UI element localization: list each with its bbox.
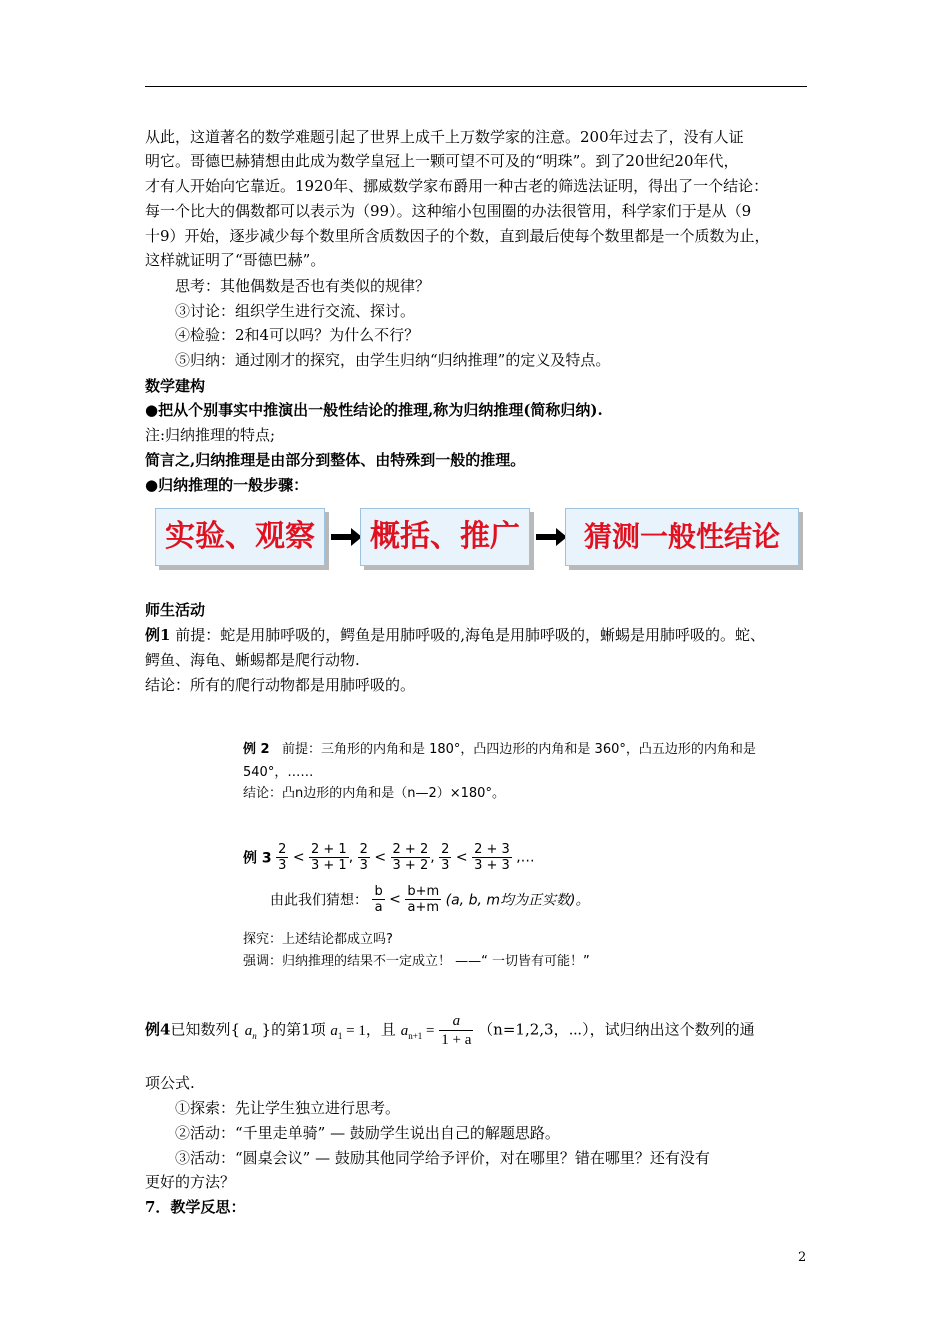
fraction: $\frac{2}{3}$	[359, 842, 368, 873]
definition-line: ●把从个别事实中推演出一般性结论的推理,称为归纳推理(简称归纳).	[145, 401, 603, 419]
paragraph-line: 十9）开始，逐步减少每个数里所含质数因子的个数，直到最后使每个数里都是一个质数为止，	[145, 227, 770, 245]
example3-label: 例 3	[243, 850, 272, 867]
paragraph-line: 每一个比大的偶数都可以表示为（99）。这种缩小包围圈的办法很管用，科学家们于是从（9	[145, 202, 752, 220]
example1-conclusion: 结论：所有的爬行动物都是用肺呼吸的。	[145, 676, 416, 694]
step-activity2: ③活动：“圆桌会议” — 鼓励其他同学给予评价，对在哪里？错在哪里？还有没有	[175, 1149, 710, 1167]
summary-line: 简言之,归纳推理是由部分到整体、由特殊到一般的推理。	[145, 451, 526, 469]
example2-line1	[243, 738, 756, 757]
note-line: 注:归纳推理的特点;	[145, 426, 276, 444]
fraction: $\frac{2}{3}$	[278, 842, 287, 873]
ellipsis: ,…	[516, 849, 535, 866]
example3-explore: 探究：上述结论都成立吗?	[243, 932, 393, 947]
example2-conclusion: 结论：凸n边形的内角和是（n—2）×180°。	[243, 786, 505, 801]
fraction: $\frac{b+m}{a+m}$	[407, 884, 440, 915]
header-rule	[145, 86, 807, 87]
example4-line2: 项公式.	[145, 1074, 195, 1092]
step-explore: ①探索：先让学生独立进行思考。	[175, 1099, 401, 1117]
steps-heading: ●归纳推理的一般步骤：	[145, 476, 309, 494]
verify-line: ④检验：2和4可以吗？为什么不行？	[175, 326, 420, 344]
fraction: $\frac{b}{a}$	[374, 884, 383, 915]
example3-inequalities: 例 3 $\frac{2}{3}$ < $\frac{2 + 1}{3 + 1}$ , $\frac{2}{3}$ < $\frac{2 + 2}{3 + 2}$ , $\frac{2}{3}$ < $\frac{2 + 3}{3 + 3}$ ,…	[243, 842, 535, 873]
section-heading-reflection: 7．教学反思：	[145, 1198, 246, 1216]
fraction: $\frac{2 + 1}{3 + 1}$	[311, 842, 347, 873]
fraction: $\frac{2}{3}$	[441, 842, 450, 873]
discuss-line: ③讨论：组织学生进行交流、探讨。	[175, 302, 416, 320]
flow-step-generalize: 概括、推广	[360, 508, 530, 566]
fraction: $\frac{a}{1 + a}$	[441, 1013, 472, 1048]
flow-step-conjecture: 猜测一般性结论	[565, 508, 799, 566]
think-line: 思考：其他偶数是否也有类似的规律？	[175, 277, 431, 295]
example4-label: 例4	[145, 1020, 171, 1039]
induce-line: ⑤归纳：通过刚才的探究，由学生归纳“归纳推理”的定义及特点。	[175, 351, 611, 369]
page-number: 2	[798, 1250, 807, 1265]
example1-text: 前提：蛇是用肺呼吸的，鳄鱼是用肺呼吸的,海龟是用肺呼吸的，蜥蜴是用肺呼吸的。蛇、	[170, 626, 765, 644]
paragraph-line: 明它。哥德巴赫猜想由此成为数学皇冠上一颗可望不可及的“明珠”。到了20世纪20年代，	[145, 152, 739, 170]
fraction: $\frac{2 + 3}{3 + 3}$	[474, 842, 510, 873]
induction-flow-diagram	[155, 508, 805, 570]
fraction: $\frac{2 + 2}{3 + 2}$	[392, 842, 429, 873]
flow-step-observe: 实验、观察	[155, 508, 325, 566]
paragraph-line: 从此，这道著名的数学难题引起了世界上成千上万数学家的注意。200年过去了，没有人证	[145, 128, 744, 146]
example4-line1: 例4已知数列{ $a_n$ }的第1项 $a_1 = 1$，且 $a_{n+1}$ = $\frac{a}{1 + a}$ （n=1,2,3，⋯），试归纳出这个数列的通	[145, 1013, 755, 1048]
example2-line2: 540°，……	[243, 765, 314, 780]
paragraph-line: 才有人开始向它靠近。1920年、挪威数学家布爵用一种古老的筛选法证明，得出了一个结论：	[145, 177, 769, 195]
section-heading-activity: 师生活动	[145, 601, 206, 619]
paragraph-line: 这样就证明了“哥德巴赫”。	[145, 251, 326, 269]
section-heading-math: 数学建构	[145, 377, 206, 395]
step-activity1: ②活动：“千里走单骑” — 鼓励学生说出自己的解题思路。	[175, 1124, 560, 1142]
step-activity2-cont: 更好的方法？	[145, 1173, 236, 1191]
arrow-right-icon	[331, 526, 363, 548]
example1-line1	[145, 624, 765, 646]
example2-premise: 前提：三角形的内角和是 180°，凸四边形的内角和是 360°，凸五边形的内角和是	[281, 742, 756, 757]
arrow-right-icon	[536, 526, 568, 548]
example3-guess: 由此我们猜想： $\frac{b}{a}$ < $\frac{b+m}{a+m}$ (a, b, m均为正实数)。	[270, 884, 590, 915]
example3-emphasize: 强调：归纳推理的结果不一定成立！ ——“ 一切皆有可能！”	[243, 954, 590, 969]
guess-condition: (a, b, m均为正实数)。	[445, 892, 590, 909]
guess-label: 由此我们猜想：	[270, 892, 368, 909]
example2-label: 例 2	[243, 742, 270, 757]
example1-label: 例1	[145, 626, 171, 644]
example1-line2: 鳄鱼、海龟、蜥蜴都是爬行动物.	[145, 651, 360, 669]
